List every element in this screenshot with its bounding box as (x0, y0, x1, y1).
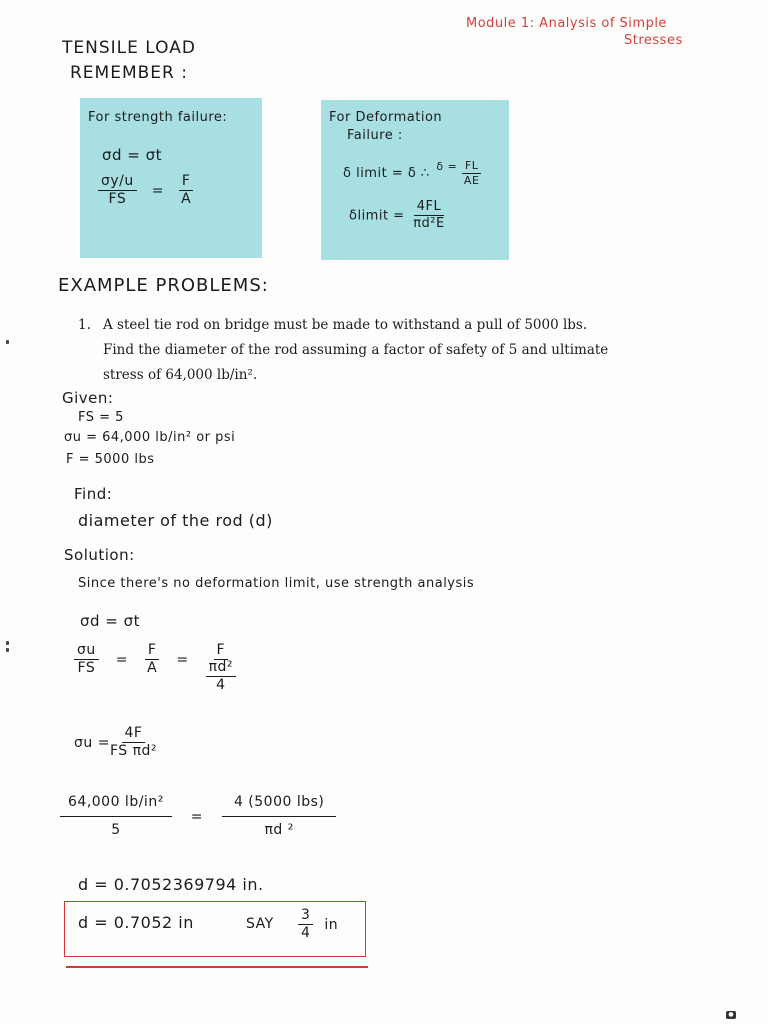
sol-eq4-right-numerator: 4 (5000 lbs) (222, 795, 336, 817)
deformation-eq2-lhs: δlimit = (349, 208, 405, 224)
sol-eq2-b-numerator: F (145, 643, 160, 660)
problem-number: 1. (78, 317, 91, 333)
strength-eq2-equals: = (151, 182, 164, 199)
corner-badge-icon: ● (726, 1011, 736, 1019)
sol-eq2-c-denominator-bottom: 4 (216, 676, 226, 693)
deformation-eq2-denominator: πd²E (413, 216, 445, 232)
sol-eq3-denominator-b: πd² (132, 743, 158, 760)
deformation-eq-1 (343, 160, 481, 187)
deformation-failure-box (321, 100, 509, 260)
say-numerator: 3 (298, 908, 313, 925)
sol-eq2-a-denominator: FS (77, 660, 96, 677)
solution-eq-2: $\frac{\sigma u}{FS}$ = $\frac{F}{A}$ = F πd² 4 (74, 643, 236, 693)
deformation-eq-2 (349, 200, 445, 232)
example-problems-heading: EXAMPLE PROBLEMS: (58, 275, 269, 296)
sol-eq4-right-denominator: πd ² (264, 822, 294, 839)
solution-eq-3 (74, 726, 157, 760)
margin-mark (6, 340, 9, 344)
sol-eq3-denominator (110, 743, 157, 759)
remember-label: REMEMBER : (70, 63, 188, 83)
solution-result: d = 0.7052369794 in. (78, 875, 264, 894)
sol-eq2-c-numerator: F (214, 643, 229, 660)
sol-eq4-left-numerator: 64,000 lb/in² (60, 795, 172, 817)
say-unit: in (324, 916, 339, 933)
given-label: Given: (62, 389, 114, 407)
deformation-eq1-relation: δ = (436, 160, 458, 173)
sol-eq4-left-denominator: 5 (111, 822, 121, 839)
problem-line-1: A steel tie rod on bridge must be made to withstand a pull of 5000 lbs. (103, 317, 588, 333)
say-denominator: 4 (301, 925, 311, 942)
sol-eq2-a-numerator: σu (74, 643, 99, 660)
deformation-eq1-lhs: δ limit = δ ∴ (343, 166, 430, 182)
strength-eq2-numerator: σy/u (98, 174, 137, 191)
margin-mark (6, 641, 9, 645)
solution-eq-1: σd = σt (80, 612, 141, 630)
problem-statement (103, 313, 663, 388)
module-title: Module 1: Analysis of Simple (466, 16, 667, 31)
module-subtitle: Stresses (624, 33, 683, 48)
strength-failure-box (80, 98, 262, 258)
problem-line-3: stress of 64,000 lb/in². (103, 367, 258, 383)
given-force: F = 5000 lbs (66, 452, 155, 467)
sol-eq2-c-denominator-top: πd² (206, 660, 236, 676)
final-answer-underline (66, 966, 368, 968)
find-label: Find: (74, 485, 113, 503)
sol-eq3-numerator: 4F (122, 726, 146, 743)
say-fraction (298, 908, 338, 942)
strength-eq2-denominator: FS (108, 191, 127, 208)
strength-eq-2 (98, 174, 193, 208)
deformation-box-heading-1: For Deformation (329, 110, 443, 125)
section-title: TENSILE LOAD (62, 38, 196, 58)
problem-line-2: Find the diameter of the rod assuming a factor of safety of 5 and ultimate (103, 342, 609, 358)
sol-eq2-b-denominator: A (147, 660, 158, 677)
given-fs: FS = 5 (78, 410, 124, 425)
find-text: diameter of the rod (d) (78, 511, 273, 530)
deformation-eq1-denominator: AE (463, 174, 480, 188)
deformation-box-heading-2: Failure : (347, 128, 403, 143)
given-ultimate-stress: σu = 64,000 lb/in² or psi (64, 430, 236, 445)
strength-eq2-right-denominator: A (181, 191, 192, 208)
solution-label: Solution: (64, 546, 135, 564)
solution-intro: Since there's no deformation limit, use strength analysis (78, 576, 475, 591)
deformation-eq2-numerator: 4FL (414, 200, 445, 216)
final-answer: d = 0.7052 in (78, 913, 194, 932)
deformation-eq1-numerator: FL (462, 160, 481, 174)
solution-eq-4: $\frac{\text{64,000 lb/in²}}{5}$ = $\frac{\text{4 (5000 lbs)}}{\text{πd ²}}$ (60, 795, 336, 839)
strength-box-heading: For strength failure: (88, 110, 228, 125)
strength-eq2-right-numerator: F (179, 174, 194, 191)
sol-eq3-lhs: σu = (74, 734, 110, 751)
say-label: SAY (246, 916, 274, 932)
strength-eq-1: σd = σt (102, 146, 163, 164)
margin-mark (6, 648, 9, 652)
sol-eq3-denominator-a: FS (109, 743, 128, 760)
